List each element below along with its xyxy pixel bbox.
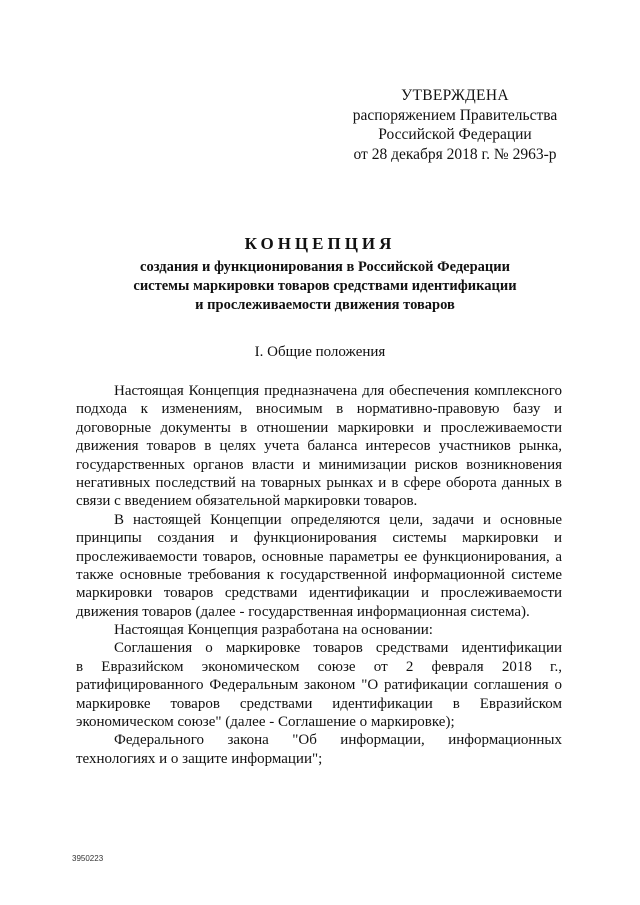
body-line: Федерального закона "Об информации, информационных	[114, 732, 562, 749]
body-line: негативных последствий на товарных рынках и в сфере оборота данных в	[76, 474, 562, 491]
body-line: движения товаров в целях учета баланса интересов участников рынка,	[76, 438, 562, 455]
body-line: экономическом союзе" (далее - Соглашение о маркировке);	[76, 714, 455, 731]
body-line: маркировке товаров средствами идентификации в Евразийском	[76, 695, 562, 712]
body-line: принципы создания и функционирования системы маркировки и	[76, 530, 562, 547]
body-line: также основные требования к государственной информационной системе	[76, 566, 562, 583]
approval-line-3: от 28 декабря 2018 г. № 2963-р	[353, 145, 557, 163]
body-line: связи с введением обязательной маркировки товаров.	[76, 493, 418, 510]
approval-line-1: распоряжением Правительства	[352, 106, 558, 124]
body-line: договорные документы в отношении маркировки и прослеживаемости	[76, 419, 562, 436]
body-line: технологиях и о защите информации";	[76, 750, 323, 767]
approval-block	[330, 86, 580, 164]
body-line: подхода к изменениям, вносимым в нормативно-правовую базу и	[76, 401, 562, 418]
body-line: В настоящей Концепции определяются цели, задачи и основные	[114, 511, 562, 528]
body-line: государственных органов власти и минимизации рисков возникновения	[76, 456, 562, 473]
body-line: ратифицированного Федеральным законом "О ратификации соглашения о	[76, 677, 562, 694]
document-subtitle	[95, 258, 555, 315]
body-line: в Евразийском экономическом союзе от 2 февраля 2018 г.,	[76, 658, 562, 675]
body-line: маркировки товаров средствами идентификации и прослеживаемости	[76, 585, 562, 602]
body-line: Настоящая Концепция разработана на основании:	[114, 622, 433, 639]
approval-line-2: Российской Федерации	[378, 126, 532, 143]
subtitle-line-1: создания и функционирования в Российской Федерации	[140, 259, 510, 275]
subtitle-line-3: и прослеживаемости движения товаров	[195, 297, 455, 313]
section-heading: I. Общие положения	[254, 344, 386, 360]
body-line: прослеживаемости товаров, основные параметры ее функционирования, а	[76, 548, 562, 565]
document-title: КОНЦЕПЦИЯ	[244, 234, 396, 253]
body-line: Настоящая Концепция предназначена для обеспечения комплексного	[114, 383, 562, 399]
footer-code: 3950223	[72, 854, 104, 863]
subtitle-line-2: системы маркировки товаров средствами идентификации	[133, 278, 517, 294]
body-text	[76, 382, 562, 768]
body-line: движения товаров (далее - государственная информационная система).	[76, 603, 530, 620]
approval-stamp: УТВЕРЖДЕНА	[401, 87, 509, 104]
body-line: Соглашения о маркировке товаров средствами идентификации	[114, 640, 562, 657]
